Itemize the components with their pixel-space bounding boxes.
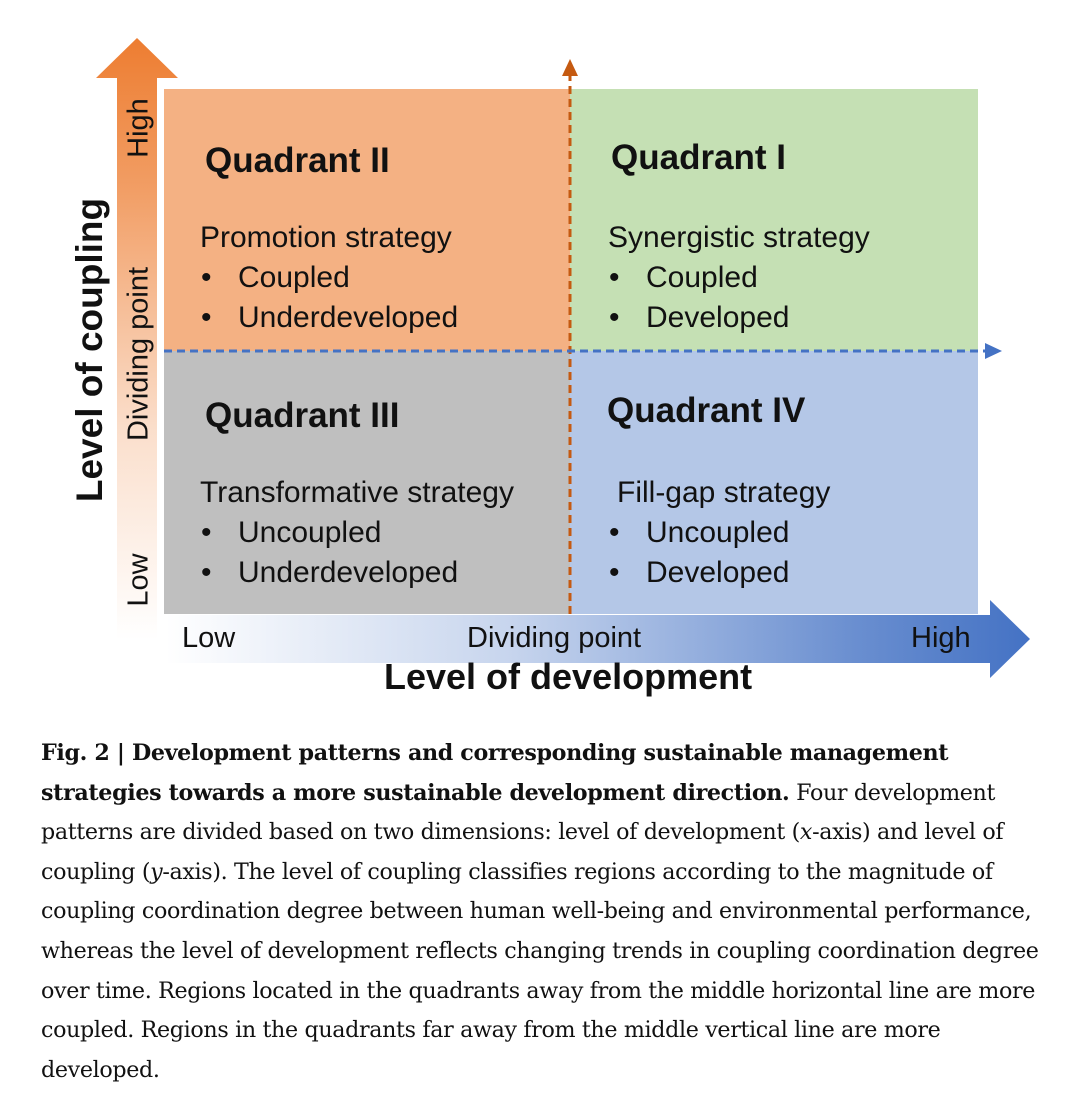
caption-text-3: -axis). The level of coupling classifies regions according to the magnitude of coupling coordination degree between human well-being and environmental performance, whereas the level of development reflects changing trends in coupling coordination degree over time. Regions located in the quadrants away from the middle horizontal line are more coupled. Regions in the quadrants far away from the middle vertical line are more developed.: [41, 858, 1039, 1083]
x-axis-low-label: Low: [182, 622, 236, 654]
y-axis-dividing-point-label: Dividing point: [122, 266, 155, 442]
quadrant-3-title: Quadrant III: [205, 396, 400, 435]
quadrant-2-strategy: Promotion strategy: [200, 221, 452, 254]
quadrant-1-strategy: Synergistic strategy: [608, 221, 870, 254]
y-axis-title: Level of coupling: [69, 197, 110, 503]
caption-text-1: Four development patterns are divided based on two dimensions: level of development (: [41, 779, 996, 846]
caption-x-symbol: x: [799, 819, 813, 846]
figure-caption: [41, 734, 1041, 1090]
caption-y-symbol: y: [150, 858, 163, 885]
quadrant-4-title: Quadrant IV: [607, 391, 806, 430]
y-axis-low-label: Low: [122, 553, 155, 607]
vertical-divider-arrowhead: [562, 59, 578, 76]
x-axis-dividing-point-label: Dividing point: [467, 622, 642, 654]
quadrant-2-title: Quadrant II: [205, 141, 390, 180]
quadrant-1-title: Quadrant I: [611, 138, 787, 177]
caption-label: Fig. 2 | Development patterns and corresponding sustainable management strategies towards a more sustainable development direction.: [41, 740, 949, 806]
x-axis-title: Level of development: [384, 656, 753, 697]
horizontal-divider-arrowhead: [985, 343, 1002, 359]
quadrant-4-strategy: Fill-gap strategy: [617, 476, 831, 509]
quadrant-3-strategy: Transformative strategy: [200, 476, 514, 509]
y-axis-high-label: High: [122, 98, 155, 158]
x-axis-high-label: High: [911, 622, 971, 654]
caption-text-2: -axis) and level of coupling (: [41, 819, 1004, 885]
